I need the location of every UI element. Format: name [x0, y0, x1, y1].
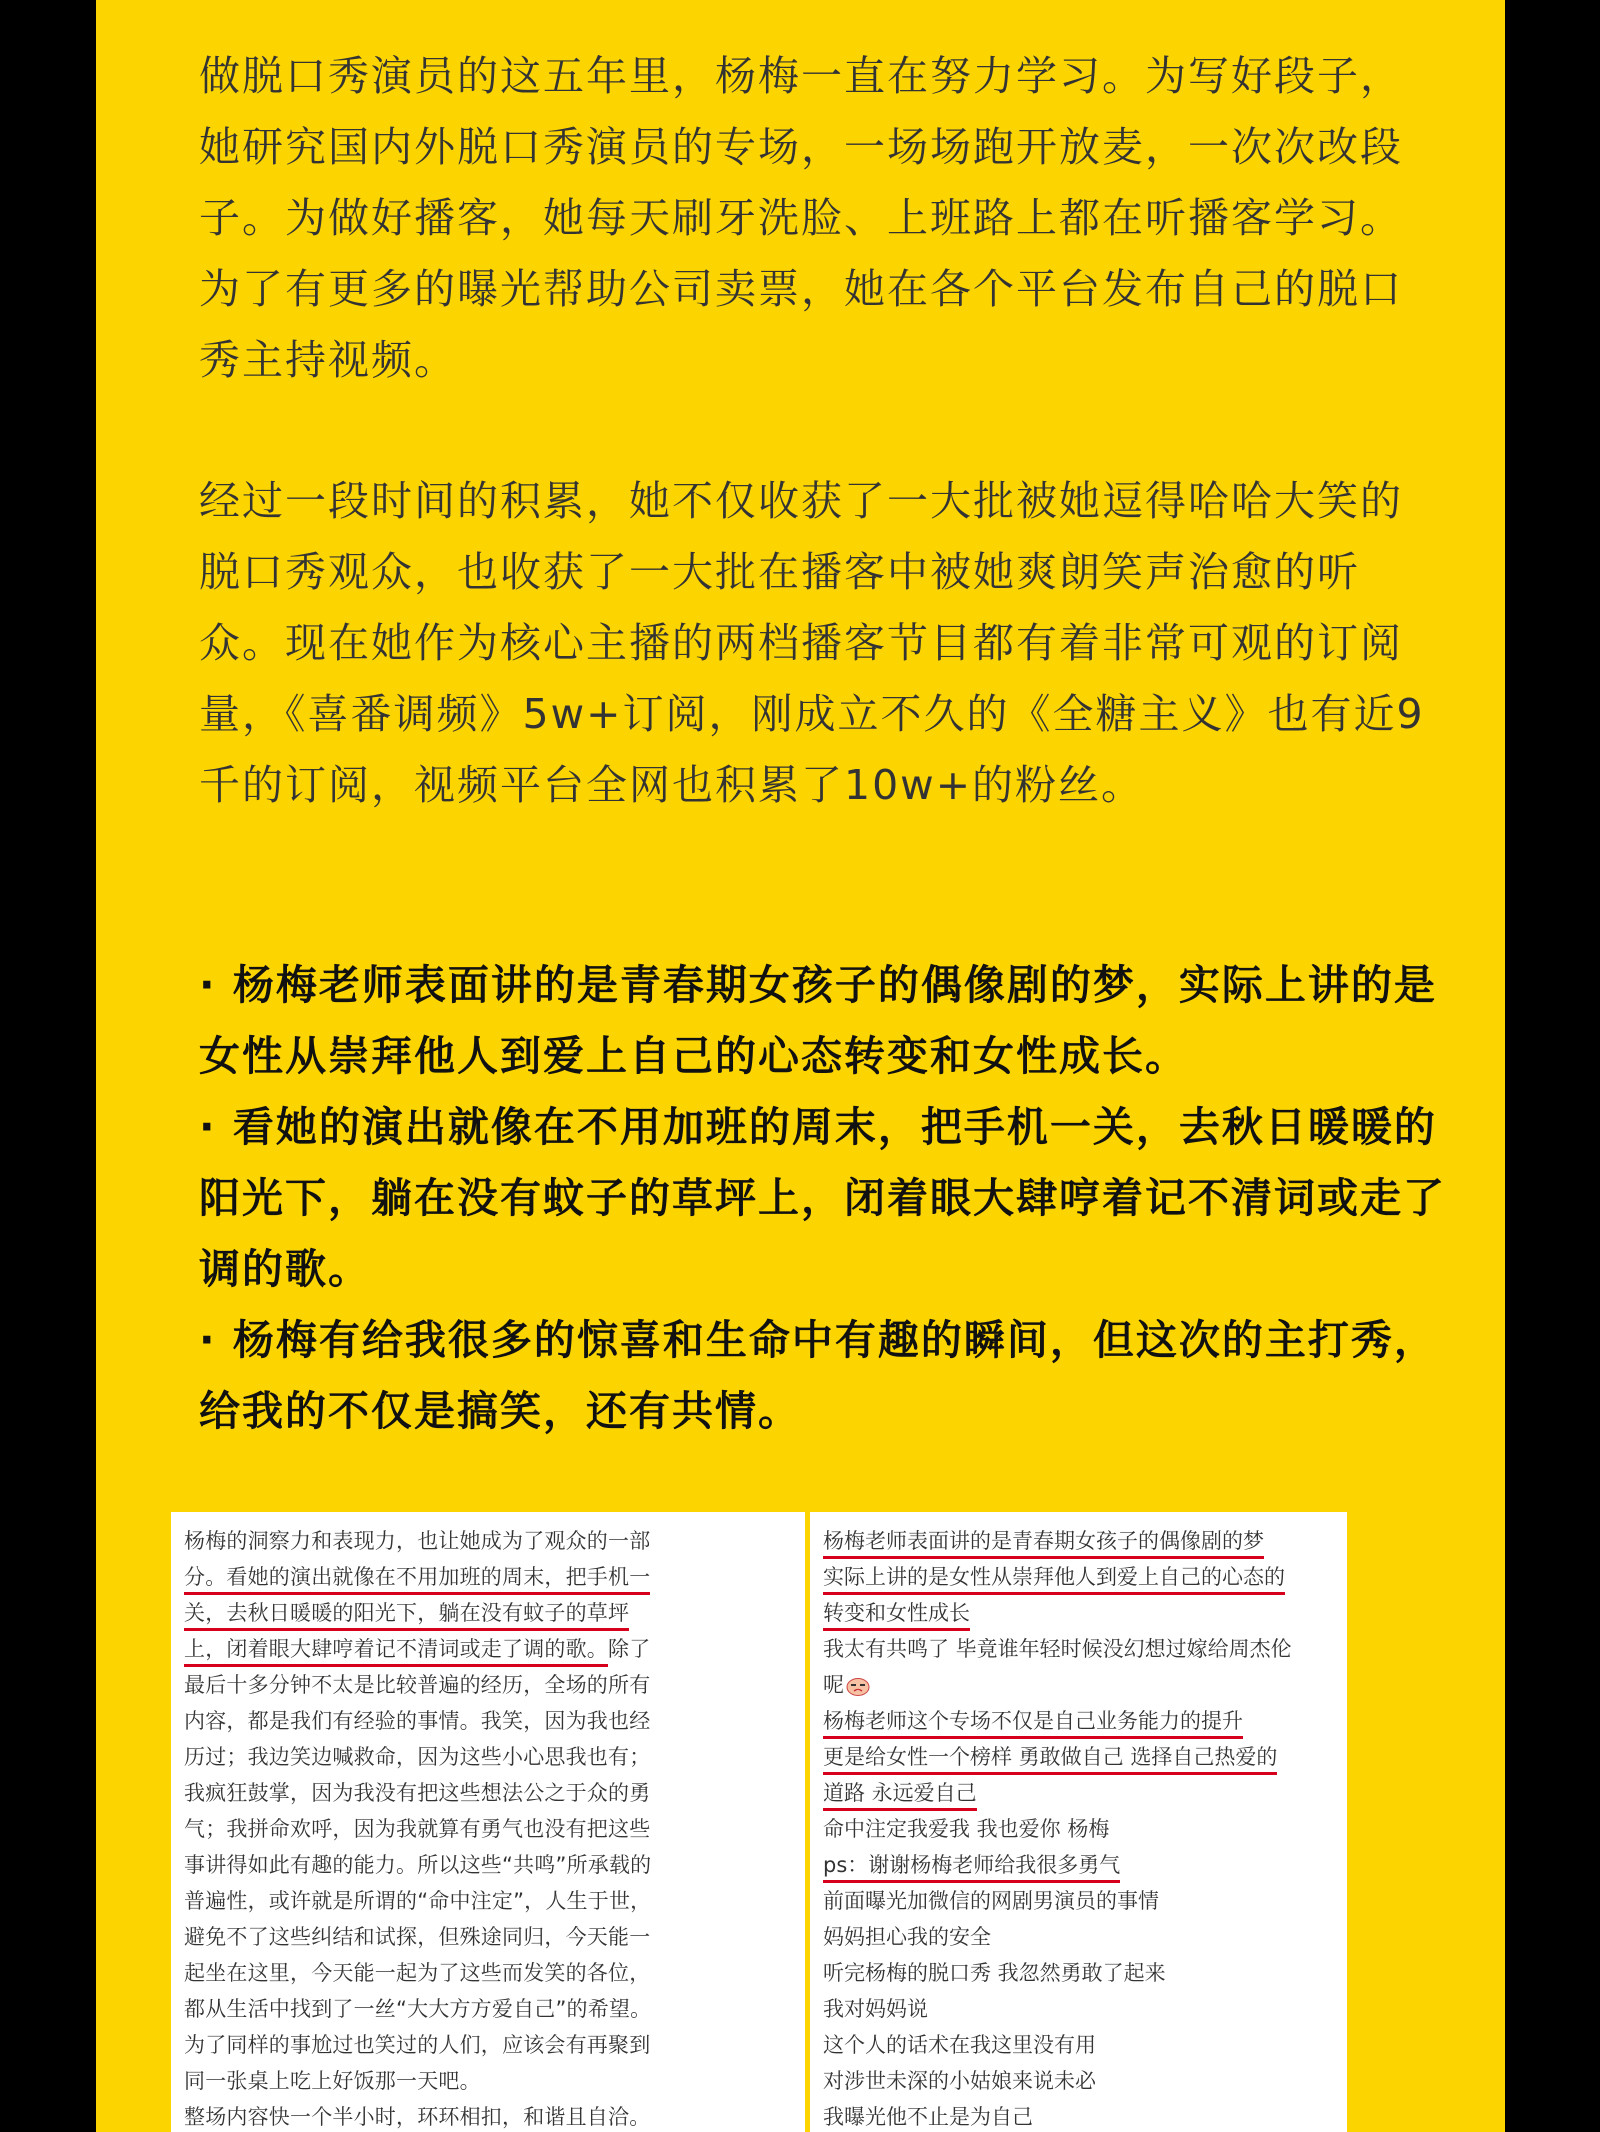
underlined-text: ps：谢谢杨梅老师给我很多勇气	[823, 1850, 1120, 1883]
review-line	[184, 1777, 795, 1813]
review-line	[823, 1813, 1337, 1849]
review-line	[823, 1777, 1337, 1813]
review-line	[823, 1741, 1337, 1777]
line-text: 我太有共鸣了 毕竟谁年轻时候没幻想过嫁给周杰伦	[823, 1637, 1292, 1661]
review-line	[184, 1705, 795, 1741]
review-line	[184, 1849, 795, 1885]
review-line	[184, 2101, 795, 2132]
line-text: 除了	[608, 1637, 651, 1661]
review-line	[184, 1525, 795, 1561]
article-paragraph-2: 经过一段时间的积累，她不仅收获了一大批被她逗得哈哈大笑的脱口秀观众，也收获了一大批在播客中被她爽朗笑声治愈的听众。现在她作为核心主播的两档播客节目都有着非常可观的订阅量，《喜番调频》5w+订阅，刚成立不久的《全糖主义》也有近9千的订阅，视频平台全网也积累了10w+的粉丝。	[199, 477, 1425, 809]
underlined-text: 关，去秋日暖暖的阳光下，躺在没有蚊子的草坪	[184, 1598, 629, 1631]
underlined-text: 杨梅老师这个专场不仅是自己业务能力的提升	[823, 1706, 1243, 1739]
line-text: 起坐在这里，今天能一起为了这些而发笑的各位，	[184, 1961, 651, 1985]
highlight-quotes	[199, 950, 1449, 1447]
line-text: 同一张桌上吃上好饭那一天吧。	[184, 2069, 481, 2093]
underlined-text: 更是给女性一个榜样 勇敢做自己 选择自己热爱的	[823, 1742, 1277, 1775]
underlined-text: 实际上讲的是女性从崇拜他人到爱上自己的心态的	[823, 1562, 1285, 1595]
review-screenshot-right	[810, 1512, 1347, 2132]
underlined-text: 道路 永远爱自己	[823, 1778, 977, 1811]
line-text: 避免不了这些纠结和试探，但殊途同归，今天能一	[184, 1925, 651, 1949]
line-text: 对涉世未深的小姑娘来说未必	[823, 2069, 1096, 2093]
highlight-quote-1: · 杨梅老师表面讲的是青春期女孩子的偶像剧的梦，实际上讲的是女性从崇拜他人到爱上自己的心态转变和女性成长。	[199, 961, 1437, 1080]
line-text: 前面曝光加微信的网剧男演员的事情	[823, 1889, 1159, 1913]
review-text-right	[823, 1525, 1337, 2132]
line-text: 气；我拼命欢呼，因为我就算有勇气也没有把这些	[184, 1817, 651, 1841]
line-text: 呢	[823, 1673, 844, 1697]
review-line	[823, 1597, 1337, 1633]
review-line	[184, 1813, 795, 1849]
line-text: 最后十多分钟不太是比较普遍的经历，全场的所有	[184, 1673, 651, 1697]
review-line	[184, 1633, 795, 1669]
underlined-text: 分。看她的演出就像在不用加班的周末，把手机一	[184, 1562, 650, 1595]
article-paragraph-1: 做脱口秀演员的这五年里，杨梅一直在努力学习。为写好段子，她研究国内外脱口秀演员的专场，一场场跑开放麦，一次次改段子。为做好播客，她每天刷牙洗脸、上班路上都在听播客学习。为了有更多的曝光帮助公司卖票，她在各个平台发布自己的脱口秀主持视频。	[199, 52, 1403, 384]
review-line	[823, 1993, 1337, 2029]
review-line	[823, 1849, 1337, 1885]
line-text: 事讲得如此有趣的能力。所以这些“共鸣”所承载的	[184, 1853, 652, 1877]
review-line	[184, 1561, 795, 1597]
review-line	[823, 1633, 1337, 1669]
review-line	[823, 1561, 1337, 1597]
review-line	[823, 1669, 1337, 1705]
review-line	[823, 1921, 1337, 1957]
review-line	[184, 1597, 795, 1633]
review-line	[184, 1669, 795, 1705]
review-line	[184, 1993, 795, 2029]
highlight-quote-2: · 看她的演出就像在不用加班的周末，把手机一关，去秋日暖暖的阳光下，躺在没有蚊子的草坪上，闭着眼大肆哼着记不清词或走了调的歌。	[199, 1103, 1446, 1293]
review-text-left	[184, 1525, 795, 2132]
review-line	[184, 1957, 795, 1993]
review-line	[823, 2101, 1337, 2132]
highlight-quote-3: · 杨梅有给我很多的惊喜和生命中有趣的瞬间，但这次的主打秀，给我的不仅是搞笑，还有共情。	[199, 1316, 1437, 1435]
underlined-text: 杨梅老师表面讲的是青春期女孩子的偶像剧的梦	[823, 1526, 1264, 1559]
review-line	[184, 1885, 795, 1921]
review-line	[184, 1741, 795, 1777]
underlined-text: 转变和女性成长	[823, 1598, 970, 1631]
review-line	[823, 1957, 1337, 1993]
line-text: 历过；我边笑边喊救命，因为这些小心思我也有；	[184, 1745, 651, 1769]
review-line	[823, 1525, 1337, 1561]
line-text: 内容，都是我们有经验的事情。我笑，因为我也经	[184, 1709, 651, 1733]
line-text: 都从生活中找到了一丝“大大方方爱自己”的希望。	[184, 1997, 652, 2021]
review-line	[823, 2029, 1337, 2065]
line-text: 妈妈担心我的安全	[823, 1925, 991, 1949]
line-text: 听完杨梅的脱口秀 我忽然勇敢了起来	[823, 1961, 1166, 1985]
review-line	[823, 1705, 1337, 1741]
line-text: 我疯狂鼓掌，因为我没有把这些想法公之于众的勇	[184, 1781, 651, 1805]
line-text: 我对妈妈说	[823, 1997, 928, 2021]
review-line	[184, 2029, 795, 2065]
line-text: 为了同样的事尬过也笑过的人们，应该会有再聚到	[184, 2033, 651, 2057]
line-text: 我曝光他不止是为自己	[823, 2105, 1033, 2129]
line-text: 普遍性，或许就是所谓的“命中注定”，人生于世，	[184, 1889, 652, 1913]
review-line	[184, 2065, 795, 2101]
crying-face-emoji-icon	[846, 1676, 870, 1696]
review-screenshot-left	[171, 1512, 805, 2132]
review-line	[184, 1921, 795, 1957]
review-line	[823, 1885, 1337, 1921]
underlined-text: 整场内容快一个半小时，环环相扣，和谐且自洽。	[184, 2102, 650, 2132]
line-text: 命中注定我爱我 我也爱你 杨梅	[823, 1817, 1110, 1841]
underlined-text: 上，闭着眼大肆哼着记不清词或走了调的歌。	[184, 1634, 608, 1667]
line-text: 这个人的话术在我这里没有用	[823, 2033, 1096, 2057]
line-text: 杨梅的洞察力和表现力，也让她成为了观众的一部	[184, 1529, 651, 1553]
review-line	[823, 2065, 1337, 2101]
